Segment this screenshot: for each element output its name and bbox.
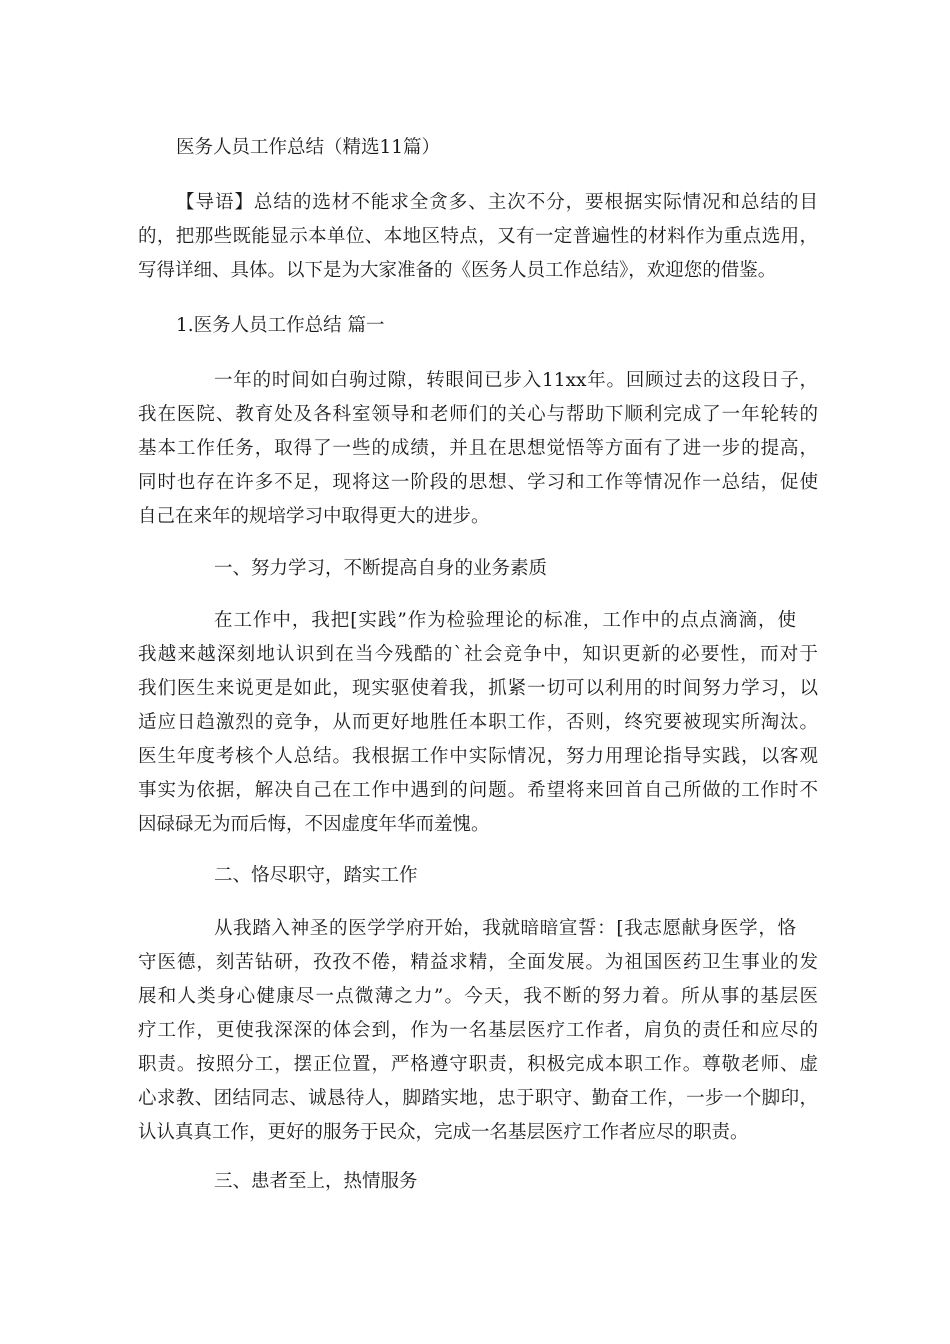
paragraph-1-line-5: 自己在来年的规培学习中取得更大的进步。 [138, 506, 490, 527]
paragraph-3-line-1: 从我踏入神圣的医学学府开始，我就暗暗宣誓：[我志愿献身医学，恪 [214, 918, 796, 939]
paragraph-1-line-2: 我在医院、教育处及各科室领导和老师们的关心与帮助下顺利完成了一年轮转的 [138, 404, 818, 425]
subheading-3: 三、患者至上，热情服务 [214, 1171, 418, 1192]
paragraph-2-line-6: 事实为依据，解决自己在工作中遇到的问题。希望将来回首自己所做的工作时不 [138, 780, 818, 801]
paragraph-1-line-3: 基本工作任务，取得了一些的成绩，并且在思想觉悟等方面有了进一步的提高， [138, 438, 818, 459]
subheading-2: 二、恪尽职守，踏实工作 [214, 865, 418, 886]
intro-line-1: 【导语】总结的选材不能求全贪多、主次不分，要根据实际情况和总结的目 [176, 192, 818, 213]
paragraph-2-line-1: 在工作中，我把[实践”作为检验理论的标准，工作中的点点滴滴，使 [214, 610, 796, 631]
intro-line-2: 的，把那些既能显示本单位、本地区特点，又有一定普遍性的材料作为重点选用， [138, 226, 818, 247]
paragraph-2-line-4: 适应日趋激烈的竞争，从而更好地胜任本职工作，否则，终究要被现实所淘汰。 [138, 712, 818, 733]
paragraph-3-line-3: 展和人类身心健康尽一点微薄之力”。今天，我不断的努力着。所从事的基层医 [138, 986, 818, 1007]
paragraph-3-line-6: 心求教、团结同志、诚恳待人，脚踏实地，忠于职守、勤奋工作，一步一个脚印， [138, 1088, 818, 1109]
paragraph-3-line-5: 职责。按照分工，摆正位置，严格遵守职责，积极完成本职工作。尊敬老师、虚 [138, 1054, 818, 1075]
section-heading: 1.医务人员工作总结 篇一 [176, 315, 385, 336]
document-title: 医务人员工作总结（精选11篇） [176, 137, 441, 158]
paragraph-1-line-4: 同时也存在许多不足，现将这一阶段的思想、学习和工作等情况作一总结，促使 [138, 472, 818, 493]
paragraph-2-line-5: 医生年度考核个人总结。我根据工作中实际情况，努力用理论指导实践，以客观 [138, 746, 818, 767]
paragraph-1-line-1: 一年的时间如白驹过隙，转眼间已步入11xx年。回顾过去的这段日子， [214, 370, 818, 391]
paragraph-3-line-7: 认认真真工作，更好的服务于民众，完成一名基层医疗工作者应尽的职责。 [138, 1122, 749, 1143]
paragraph-3-line-4: 疗工作，更使我深深的体会到，作为一名基层医疗工作者，肩负的责任和应尽的 [138, 1020, 818, 1041]
subheading-1: 一、努力学习，不断提高自身的业务素质 [214, 558, 548, 579]
paragraph-3-line-2: 守医德，刻苦钻研，孜孜不倦，精益求精，全面发展。为祖国医药卫生事业的发 [138, 952, 818, 973]
paragraph-2-line-7: 因碌碌无为而后悔，不因虚度年华而羞愧。 [138, 814, 490, 835]
intro-line-3: 写得详细、具体。以下是为大家准备的《医务人员工作总结》，欢迎您的借鉴。 [138, 260, 777, 281]
paragraph-2-line-2: 我越来越深刻地认识到在当今残酷的`社会竞争中，知识更新的必要性，而对于 [138, 644, 818, 665]
paragraph-2-line-3: 我们医生来说更是如此，现实驱使着我，抓紧一切可以利用的时间努力学习，以 [138, 678, 818, 699]
